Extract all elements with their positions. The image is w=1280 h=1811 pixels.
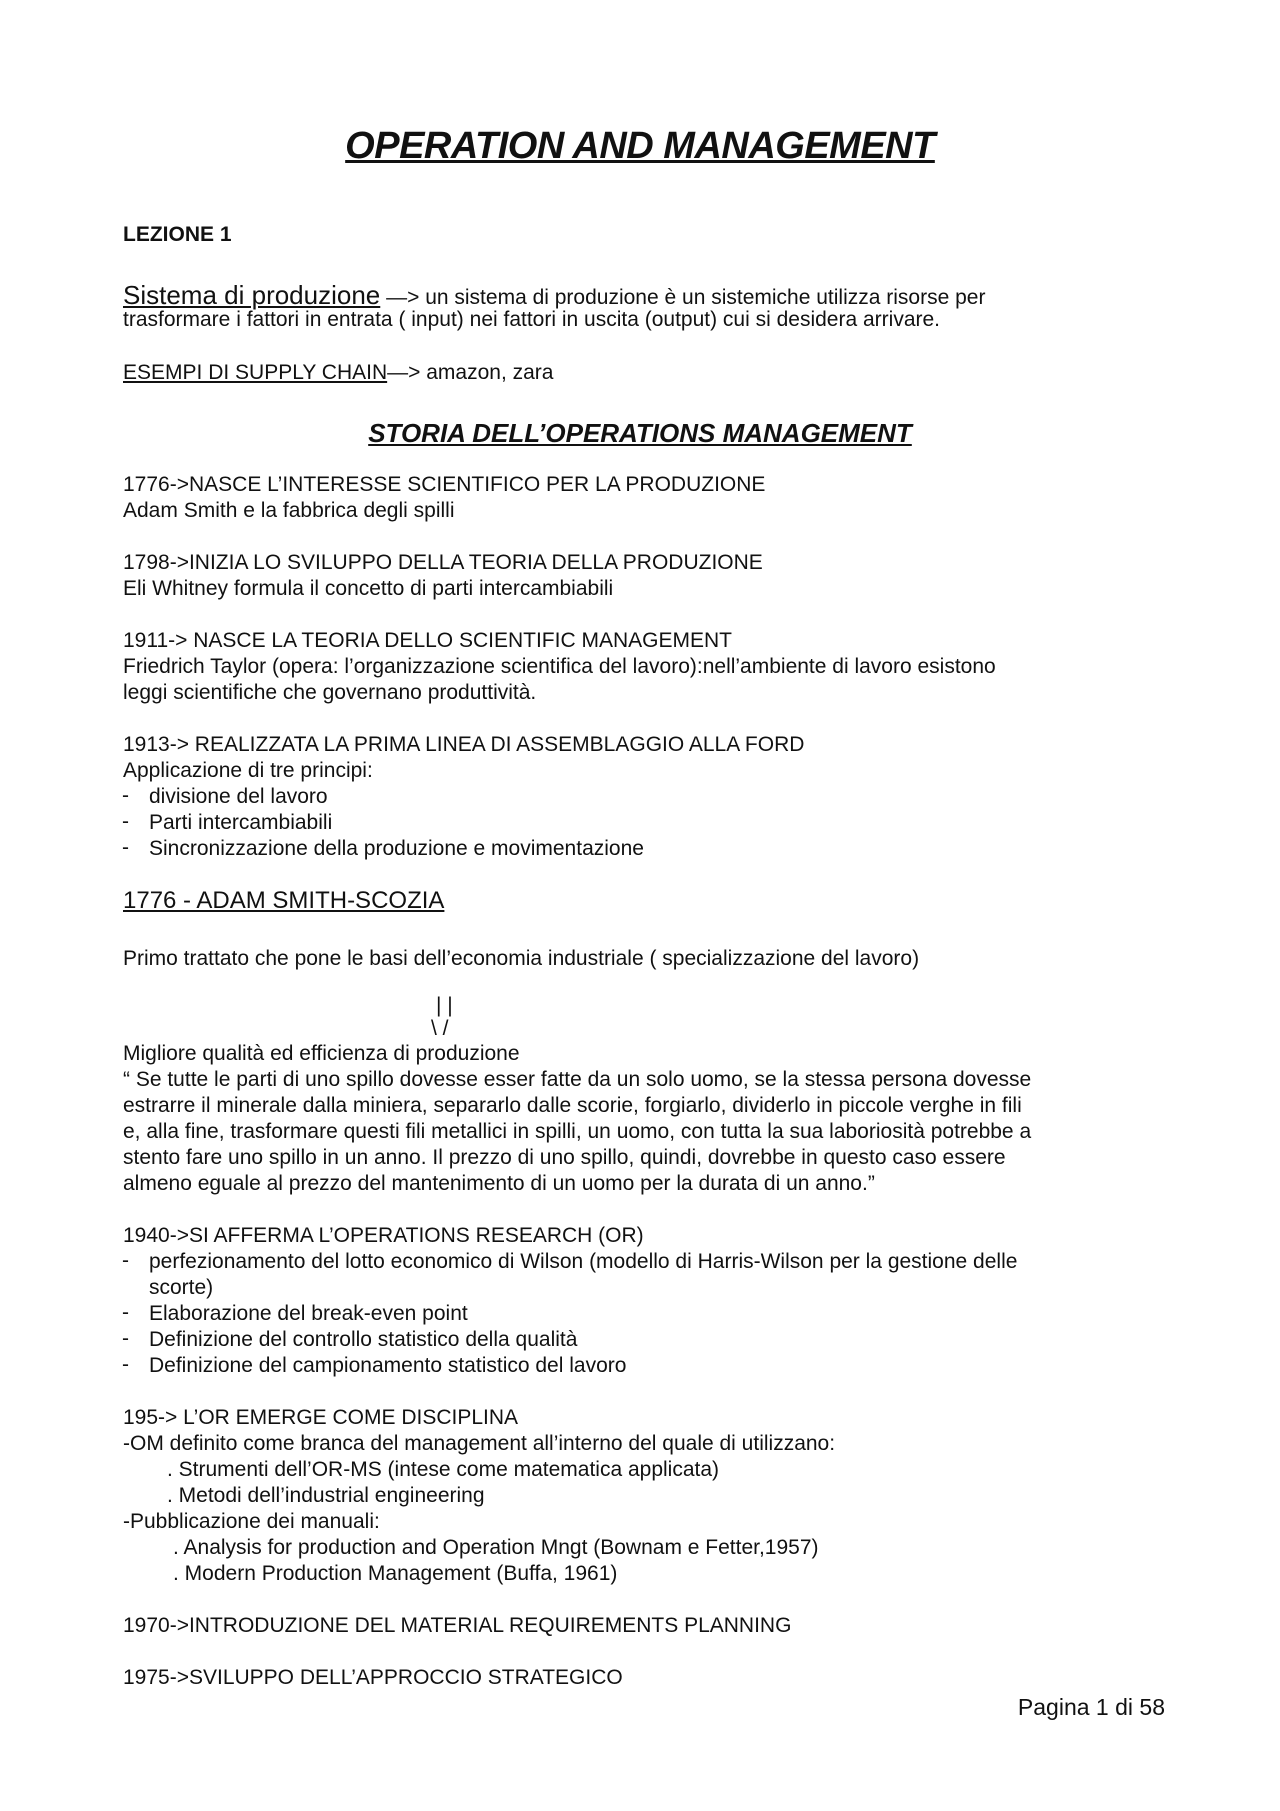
section-title: STORIA DELL’OPERATIONS MANAGEMENT <box>368 418 912 448</box>
event-1913-item-1: divisione del lavoro <box>149 785 328 808</box>
event-1911-head: 1911-> NASCE LA TEORIA DELLO SCIENTIFIC MANAGEMENT <box>123 629 732 652</box>
lesson-heading: LEZIONE 1 <box>123 223 232 246</box>
event-1913-intro: Applicazione di tre principi: <box>123 759 373 782</box>
event-1798-text: Eli Whitney formula il concetto di parti intercambiabili <box>123 577 614 600</box>
quote-line-2: estrarre il minerale dalla miniera, separarlo dalle scorie, forgiarlo, dividerlo in piccole verghe in fili <box>123 1094 1022 1117</box>
event-195-line-3: . Metodi dell’industrial engineering <box>167 1484 485 1507</box>
event-1911-line-2: leggi scientifiche che governano produttività. <box>123 681 537 704</box>
arrow-top: | | <box>436 994 453 1017</box>
event-1913-head: 1913-> REALIZZATA LA PRIMA LINEA DI ASSEMBLAGGIO ALLA FORD <box>123 733 805 756</box>
quote-line-5: almeno eguale al prezzo del mantenimento di un uomo per la durata di un anno.” <box>123 1172 875 1195</box>
document-title: OPERATION AND MANAGEMENT <box>345 125 935 167</box>
list-dash: - <box>122 1249 129 1272</box>
event-1940-item-4: Definizione del campionamento statistico del lavoro <box>149 1354 627 1377</box>
smith-line: Primo trattato che pone le basi dell’economia industriale ( specializzazione del lavoro) <box>123 947 920 970</box>
list-dash: - <box>122 784 129 807</box>
event-195-line-4: -Pubblicazione dei manuali: <box>123 1510 380 1533</box>
quote-line-3: e, alla fine, trasformare questi fili metallici in spilli, un uomo, con tutta la sua laboriosità potrebbe a <box>123 1120 1032 1143</box>
list-dash: - <box>122 810 129 833</box>
list-dash: - <box>122 836 129 859</box>
arrow-bottom: \ / <box>431 1017 449 1040</box>
supply-chain-label: ESEMPI DI SUPPLY CHAIN <box>123 361 388 384</box>
event-195-line-5: . Analysis for production and Operation Mngt (Bownam e Fetter,1957) <box>173 1536 819 1559</box>
event-195-line-2: . Strumenti dell’OR-MS (intese come matematica applicata) <box>167 1458 720 1481</box>
event-1776-head: 1776->NASCE L’INTERESSE SCIENTIFICO PER LA PRODUZIONE <box>123 473 766 496</box>
event-1911-line-1: Friedrich Taylor (opera: l’organizzazione scientifica del lavoro):nell’ambiente di lavoro esistono <box>123 655 996 678</box>
event-1913-item-3: Sincronizzazione della produzione e movimentazione <box>149 837 644 860</box>
smith-heading: 1776 - ADAM SMITH-SCOZIA <box>123 887 445 914</box>
supply-chain-line <box>123 360 553 386</box>
event-1975: 1975->SVILUPPO DELL’APPROCCIO STRATEGICO <box>123 1666 623 1689</box>
list-dash: - <box>122 1327 129 1350</box>
event-1913-item-2: Parti intercambiabili <box>149 811 333 834</box>
quote-line-1: “ Se tutte le parti di uno spillo dovesse esser fatte da un solo uomo, se la stessa persona dovesse <box>123 1068 1032 1091</box>
event-195-line-6: . Modern Production Management (Buffa, 1961) <box>173 1562 618 1585</box>
event-1940-item-2: Elaborazione del break-even point <box>149 1302 468 1325</box>
event-1940-head: 1940->SI AFFERMA L’OPERATIONS RESEARCH (OR) <box>123 1224 644 1247</box>
intro-line-2: trasformare i fattori in entrata ( input) nei fattori in uscita (output) cui si desidera arrivare. <box>123 308 941 331</box>
event-195-line-1: -OM definito come branca del management all’interno del quale di utilizzano: <box>123 1432 836 1455</box>
event-1940-item-1-cont: scorte) <box>149 1276 214 1299</box>
page-number: Pagina 1 di 58 <box>1017 1694 1165 1720</box>
event-195-head: 195-> L’OR EMERGE COME DISCIPLINA <box>123 1406 519 1429</box>
event-1798-head: 1798->INIZIA LO SVILUPPO DELLA TEORIA DELLA PRODUZIONE <box>123 551 763 574</box>
smith-result: Migliore qualità ed efficienza di produzione <box>123 1042 520 1065</box>
event-1940-item-3: Definizione del controllo statistico della qualità <box>149 1328 578 1351</box>
list-dash: - <box>122 1353 129 1376</box>
event-1970: 1970->INTRODUZIONE DEL MATERIAL REQUIREMENTS PLANNING <box>123 1614 792 1637</box>
intro-term: Sistema di produzione <box>123 280 381 310</box>
event-1776-text: Adam Smith e la fabbrica degli spilli <box>123 499 455 522</box>
quote-line-4: stento fare uno spillo in un anno. Il prezzo di uno spillo, quindi, dovrebbe in questo caso essere <box>123 1146 1006 1169</box>
intro-text-1: —> un sistema di produzione è un sistemiche utilizza risorse per <box>380 286 986 309</box>
event-1940-item-1: perfezionamento del lotto economico di Wilson (modello di Harris-Wilson per la gestione delle <box>149 1250 1018 1273</box>
list-dash: - <box>122 1301 129 1324</box>
supply-chain-text: —> amazon, zara <box>387 361 554 384</box>
